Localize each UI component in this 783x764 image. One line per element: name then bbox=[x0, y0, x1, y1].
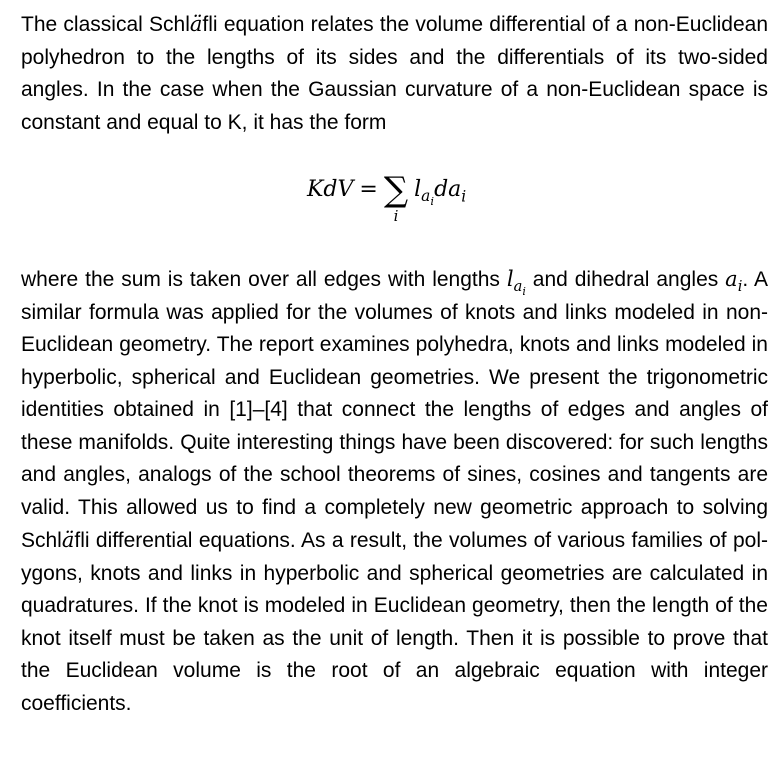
edge-length-letter: l bbox=[506, 267, 514, 291]
schlafli-name bbox=[149, 13, 218, 36]
formula-length-symbol: l bbox=[414, 177, 422, 202]
edge-length-subscript-letter: a bbox=[513, 278, 523, 296]
schlafli-formula bbox=[307, 170, 467, 225]
formula-equals-sign: = bbox=[359, 177, 378, 202]
edge-length-subscript bbox=[513, 278, 526, 298]
intro-text-after-name: equation relates the volume differential of a non-Euclidean polyhedron to the lengths of its sides and the differentials of its two-sided angles. In the case when the Gaussian curvature of a non-Euclidean space is constant and equal to K, it has the form bbox=[21, 13, 768, 134]
body-paragraph bbox=[21, 263, 768, 720]
schlafli-formula-block bbox=[21, 139, 768, 263]
schlafli-name-body-suffix: fli bbox=[74, 529, 90, 552]
edge-length-subscript-index: i bbox=[522, 284, 526, 298]
formula-length-subscript-letter: a bbox=[421, 187, 431, 206]
formula-length-subscript bbox=[421, 187, 435, 209]
edge-length-symbol bbox=[506, 267, 526, 298]
schlafli-name-body-prefix: Schl bbox=[21, 529, 62, 552]
schlafli-name-prefix: Schl bbox=[149, 13, 190, 36]
formula-differential-subscript: i bbox=[461, 187, 467, 206]
summation-symbol: ∑ bbox=[383, 170, 409, 210]
document-page bbox=[21, 8, 768, 720]
dihedral-angle-subscript: i bbox=[737, 278, 743, 296]
schlafli-name-body bbox=[21, 529, 90, 552]
formula-length-subscript-index: i bbox=[430, 194, 435, 209]
formula-summation bbox=[383, 170, 409, 225]
formula-rhs bbox=[414, 173, 467, 209]
schlafli-name-umlaut-letter: ä bbox=[189, 12, 203, 36]
formula-lhs: KdV bbox=[307, 177, 354, 202]
body-text-part3: . A similar formula was applied for the volumes of knots and links modeled in non-Euclidean geometry. The report examines polyhedra, knots and links modeled in hyperbolic, spherical and Euclidean geometries. We present the trigonometric identities obtained in [1]–[4] that connect the lengths of edges and angles of these manifolds. Quite interesting things have been discovered: for such lengths and angles, analogs of the school theorems of sines, cosines and tangents are valid. This allowed us to find a completely new geometric approach to solving bbox=[21, 268, 768, 519]
body-text-part1: where the sum is taken over all edges with lengths bbox=[21, 268, 507, 291]
schlafli-name-body-umlaut-letter: ä bbox=[61, 528, 75, 552]
summation-index: i bbox=[393, 207, 399, 225]
intro-text-before-name: The classical bbox=[21, 13, 150, 36]
intro-paragraph bbox=[21, 8, 768, 139]
schlafli-name-suffix: fli bbox=[202, 13, 218, 36]
dihedral-angle-symbol bbox=[725, 267, 743, 296]
dihedral-angle-letter: a bbox=[725, 267, 738, 291]
formula-differential-angle: da bbox=[434, 177, 462, 202]
body-text-part4: differential equations. As a result, the volumes of various families of polygons, knots and links in hyperbolic and spherical geometries are calculated in quadratures. If the knot is modeled in Euclidean geometry, then the length of the knot itself must be taken as the unit of length. Then it is possible to prove that the Euclidean volume is the root of an algebraic equation with integer coefficients. bbox=[21, 529, 768, 715]
body-text-part2: and dihedral angles bbox=[525, 268, 726, 291]
